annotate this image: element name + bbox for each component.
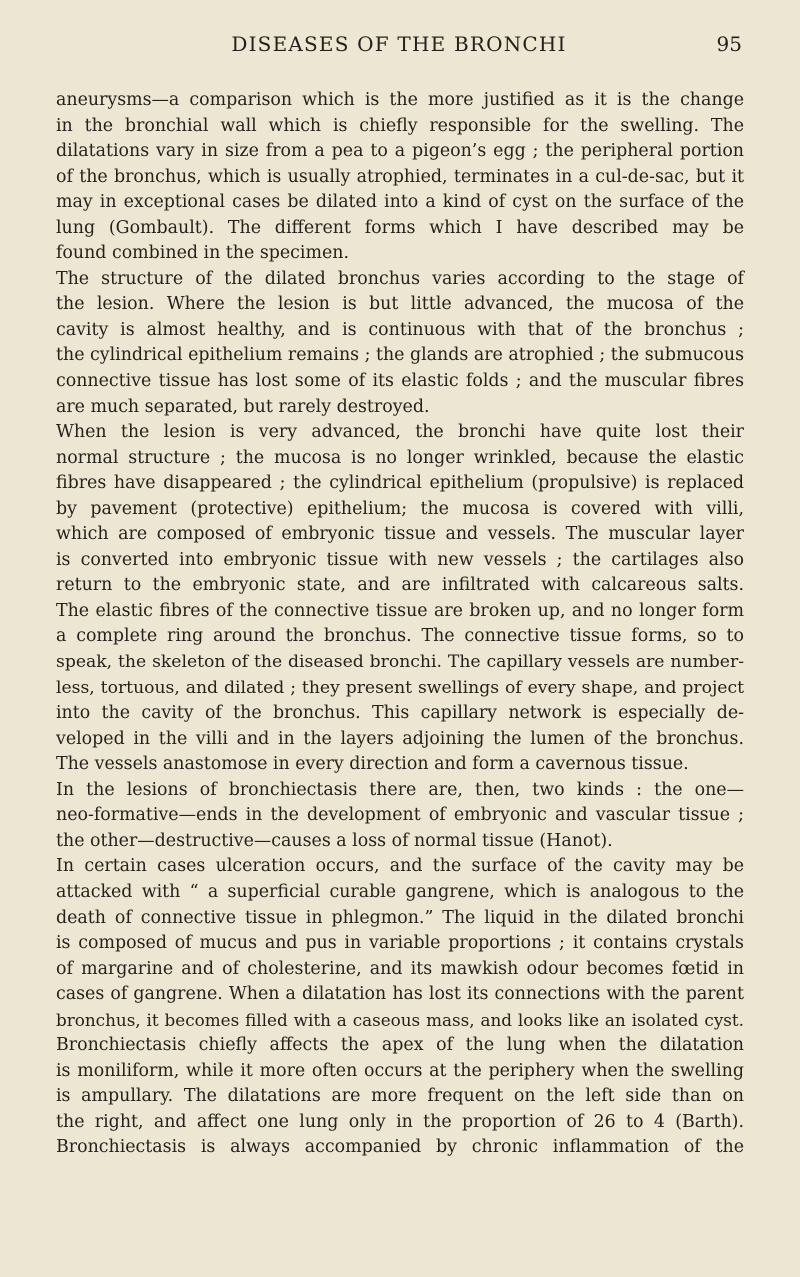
text-line: The elastic fibres of the connective tissue are broken up, and no longer form [56, 600, 744, 621]
text-line: Bronchiectasis chiefly affects the apex of the lung when the dilatation [56, 1035, 744, 1056]
page-number: 95 [716, 32, 742, 56]
text-line: attacked with “ a superficial curable gangrene, which is analogous to the [56, 881, 744, 902]
body-text [56, 88, 744, 1161]
text-line: normal structure ; the mucosa is no longer wrinkled, because the elastic [56, 447, 744, 468]
text-line: by pavement (protective) epithelium; the mucosa is covered with villi, [56, 498, 744, 519]
text-line: the lesion. Where the lesion is but little advanced, the mucosa of the [56, 294, 744, 315]
text-line: connective tissue has lost some of its elastic folds ; and the muscular fibres [56, 371, 744, 392]
text-line: the other—destructive—causes a loss of normal tissue (Hanot). [56, 830, 613, 851]
text-line: dilatations vary in size from a pea to a pigeon’s egg ; the peripheral portion [56, 141, 744, 162]
text-line: speak, the skeleton of the diseased bronchi. The capillary vessels are number- [56, 652, 744, 673]
text-line: Bronchiectasis is always accompanied by chronic inflammation of the [56, 1137, 744, 1158]
running-head [56, 26, 742, 56]
text-line: may in exceptional cases be dilated into a kind of cyst on the surface of the [56, 192, 744, 213]
text-line: a complete ring around the bronchus. The connective tissue forms, so to [56, 626, 744, 647]
text-line: In the lesions of bronchiectasis there are, then, two kinds : the one— [56, 779, 744, 800]
text-line: return to the embryonic state, and are infiltrated with calcareous salts. [56, 575, 744, 596]
text-line: aneurysms—a comparison which is the more justified as it is the change [56, 90, 744, 110]
text-line: In certain cases ulceration occurs, and the surface of the cavity may be [56, 856, 744, 877]
text-line: the cylindrical epithelium remains ; the glands are atrophied ; the submucous [56, 345, 745, 366]
text-line: veloped in the villi and in the layers adjoining the lumen of the bronchus. [56, 728, 744, 749]
text-line: of margarine and of cholesterine, and its mawkish odour becomes fœtid in [56, 958, 744, 979]
text-line: in the bronchial wall which is chiefly responsible for the swelling. The [56, 115, 744, 136]
text-line: When the lesion is very advanced, the bronchi have quite lost their [56, 422, 744, 443]
text-line: which are composed of embryonic tissue and vessels. The muscular layer [56, 524, 744, 545]
text-line: The vessels anastomose in every direction and form a cavernous tissue. [56, 754, 689, 775]
text-line: cavity is almost healthy, and is continuous with that of the bronchus ; [56, 319, 744, 340]
text-line: lung (Gombault). The different forms which I have described may be [56, 217, 744, 238]
text-line: of the bronchus, which is usually atrophied, terminates in a cul-de-sac, but it [56, 166, 744, 187]
text-line: bronchus, it becomes filled with a caseous mass, and looks like an isolated cyst. [56, 1009, 744, 1030]
text-line: are much separated, but rarely destroyed. [56, 396, 430, 417]
text-line: fibres have disappeared ; the cylindrical epithelium (propulsive) is replaced [56, 473, 744, 494]
text-line: the right, and affect one lung only in the proportion of 26 to 4 (Barth). [56, 1111, 744, 1132]
text-line: less, tortuous, and dilated ; they present swellings of every shape, and project [56, 677, 744, 698]
text-line: is moniliform, while it more often occurs at the periphery when the swelling [56, 1060, 744, 1081]
text-line: into the cavity of the bronchus. This capillary network is especially de- [56, 703, 744, 724]
text-line: is converted into embryonic tissue with new vessels ; the cartilages also [56, 549, 744, 570]
text-line: is composed of mucus and pus in variable proportions ; it contains crystals [56, 933, 744, 954]
running-title: DISEASES OF THE BRONCHI [231, 32, 567, 56]
text-line: neo-formative—ends in the development of embryonic and vascular tissue ; [56, 805, 744, 826]
text-line: The structure of the dilated bronchus varies according to the stage of [56, 268, 744, 289]
text-line: is ampullary. The dilatations are more frequent on the left side than on [56, 1086, 744, 1107]
text-line: cases of gangrene. When a dilatation has lost its connections with the parent [56, 984, 744, 1005]
text-line: found combined in the specimen. [56, 243, 349, 264]
text-line: death of connective tissue in phlegmon.” The liquid in the dilated bronchi [56, 907, 744, 928]
